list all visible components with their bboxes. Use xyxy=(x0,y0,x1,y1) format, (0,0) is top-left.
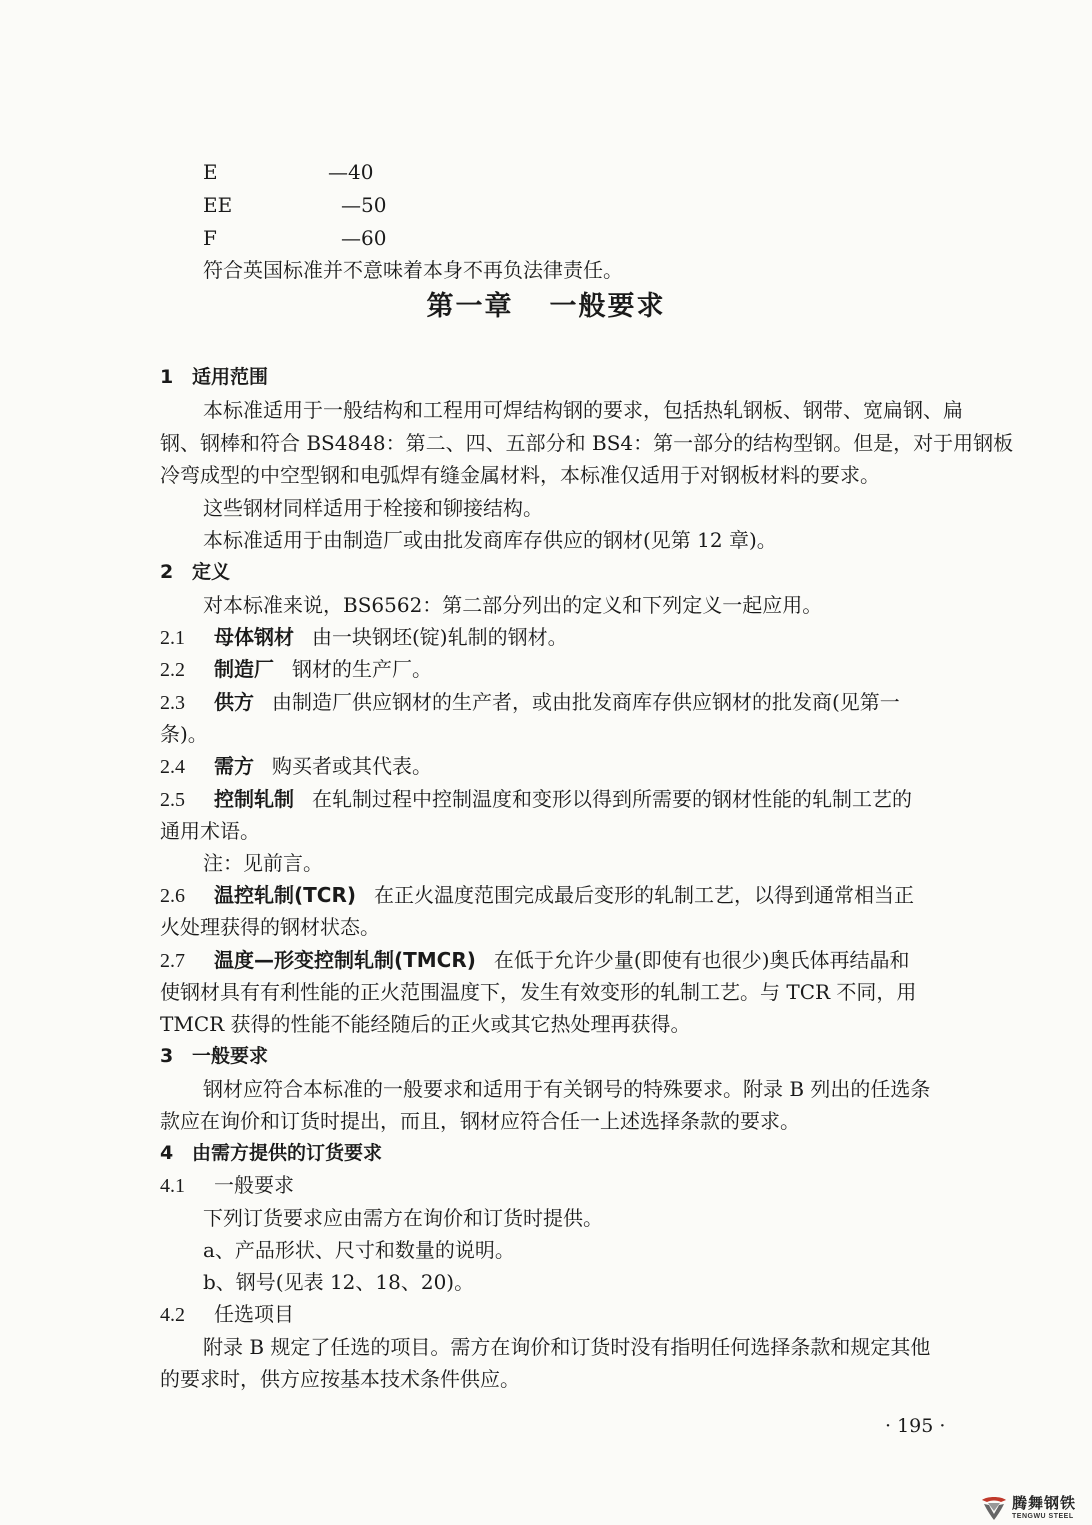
grade-temperature: —50 xyxy=(341,193,387,217)
section-title: 由需方提供的订货要求 xyxy=(192,1142,383,1164)
paragraph-line: 通用术语。 xyxy=(160,819,260,843)
paragraph-line: 附录 B 规定了任选的项目。需方在询价和订货时没有指明任何选择条款和规定其他 xyxy=(203,1335,931,1359)
grade-code: E xyxy=(203,160,218,184)
definition-number: 2.5 xyxy=(160,789,185,811)
section-number: 2 xyxy=(160,561,174,583)
paragraph-line: 本标准适用于由制造厂或由批发商库存供应的钢材(见第 12 章)。 xyxy=(203,528,777,552)
watermark-logo xyxy=(979,1494,1091,1522)
definition-text: 由制造厂供应钢材的生产者，或由批发商库存供应钢材的批发商(见第一 xyxy=(272,690,900,714)
definition-text: 在正火温度范围完成最后变形的轧制工艺，以得到通常相当正 xyxy=(374,883,915,907)
grade-temperature: —60 xyxy=(341,226,387,250)
chapter-heading xyxy=(0,289,1092,325)
section-number: 4 xyxy=(160,1142,174,1164)
paragraph-line: 钢材应符合本标准的一般要求和适用于有关钢号的特殊要求。附录 B 列出的任选条 xyxy=(203,1077,931,1101)
section-title: 定义 xyxy=(192,561,231,583)
paragraph-line: 条)。 xyxy=(160,722,208,746)
paragraph-line: 的要求时，供方应按基本技术条件供应。 xyxy=(160,1367,520,1391)
definition xyxy=(160,752,432,781)
logo-mark-icon xyxy=(979,1494,1009,1522)
page-number: · 195 · xyxy=(885,1415,946,1437)
chapter-title: 一般要求 xyxy=(549,291,666,322)
definition-term: 制造厂 xyxy=(214,657,274,681)
definition-text: 在轧制过程中控制温度和变形以得到所需要的钢材性能的轧制工艺的 xyxy=(312,787,912,811)
definition-text: 钢材的生产厂。 xyxy=(292,657,432,681)
definition-term: 母体钢材 xyxy=(214,625,294,649)
definition xyxy=(160,946,910,975)
section-title: 适用范围 xyxy=(192,366,269,388)
definition-number: 2.2 xyxy=(160,659,185,681)
definition-text: 购买者或其代表。 xyxy=(272,754,432,778)
subsection-title: 任选项目 xyxy=(214,1302,294,1326)
disclaimer: 符合英国标准并不意味着本身不再负法律责任。 xyxy=(203,258,623,282)
paragraph-line: 钢、钢棒和符合 BS4848：第二、四、五部分和 BS4：第一部分的结构型钢。但是，对于用钢板 xyxy=(160,431,1014,455)
definition-term: 供方 xyxy=(214,690,254,714)
definition xyxy=(160,623,568,652)
section-heading xyxy=(160,1042,268,1070)
grade-row xyxy=(203,191,503,219)
paragraph-line: 这些钢材同样适用于栓接和铆接结构。 xyxy=(203,496,543,520)
definition-text: 在低于允许少量(即使有也很少)奥氏体再结晶和 xyxy=(493,948,910,972)
grade-row xyxy=(203,158,503,186)
section-heading xyxy=(160,1139,382,1167)
logo-chinese-text: 腾舞钢铁 xyxy=(1012,1494,1077,1512)
grade-row xyxy=(203,224,503,252)
definition xyxy=(160,655,432,684)
subsection-heading xyxy=(160,1300,294,1329)
definition-number: 2.4 xyxy=(160,756,185,778)
list-item: a、产品形状、尺寸和数量的说明。 xyxy=(203,1238,515,1262)
paragraph-line: 火处理获得的钢材状态。 xyxy=(160,915,380,939)
subsection-title: 一般要求 xyxy=(214,1173,294,1197)
note: 注：见前言。 xyxy=(203,851,323,875)
paragraph-line: 对本标准来说，BS6562：第二部分列出的定义和下列定义一起应用。 xyxy=(203,593,823,617)
definition xyxy=(160,785,912,814)
definition-term: 温度—形变控制轧制(TMCR) xyxy=(214,948,476,972)
definition xyxy=(160,881,914,910)
subsection-number: 4.1 xyxy=(160,1175,185,1197)
logo-english-text: TENGWU STEEL xyxy=(1012,1513,1074,1520)
definition-number: 2.6 xyxy=(160,885,185,907)
section-title: 一般要求 xyxy=(192,1045,269,1067)
paragraph-line: 使钢材具有有利性能的正火范围温度下，发生有效变形的轧制工艺。与 TCR 不同，用 xyxy=(160,980,917,1004)
paragraph-line: 冷弯成型的中空型钢和电弧焊有缝金属材料，本标准仅适用于对钢板材料的要求。 xyxy=(160,463,880,487)
section-number: 3 xyxy=(160,1045,174,1067)
paragraph-line: 下列订货要求应由需方在询价和订货时提供。 xyxy=(203,1206,603,1230)
definition-term: 控制轧制 xyxy=(214,787,294,811)
paragraph-line: 款应在询价和订货时提出，而且，钢材应符合任一上述选择条款的要求。 xyxy=(160,1109,800,1133)
chapter-number: 第一章 xyxy=(426,291,514,322)
definition-term: 温控轧制(TCR) xyxy=(214,883,357,907)
definition-number: 2.3 xyxy=(160,692,185,714)
grade-code: F xyxy=(203,226,217,250)
list-item: b、钢号(见表 12、18、20)。 xyxy=(203,1270,475,1294)
section-number: 1 xyxy=(160,366,174,388)
section-heading xyxy=(160,363,268,391)
definition-term: 需方 xyxy=(214,754,254,778)
grade-code: EE xyxy=(203,193,233,217)
definition xyxy=(160,688,900,717)
subsection-number: 4.2 xyxy=(160,1304,185,1326)
definition-text: 由一块钢坯(锭)轧制的钢材。 xyxy=(312,625,568,649)
paragraph-line: TMCR 获得的性能不能经随后的正火或其它热处理再获得。 xyxy=(160,1012,691,1036)
section-heading xyxy=(160,558,230,586)
paragraph-line: 本标准适用于一般结构和工程用可焊结构钢的要求，包括热轧钢板、钢带、宽扁钢、扁 xyxy=(203,398,963,422)
definition-number: 2.7 xyxy=(160,950,185,972)
definition-number: 2.1 xyxy=(160,627,185,649)
grade-temperature: —40 xyxy=(328,160,374,184)
subsection-heading xyxy=(160,1171,294,1200)
